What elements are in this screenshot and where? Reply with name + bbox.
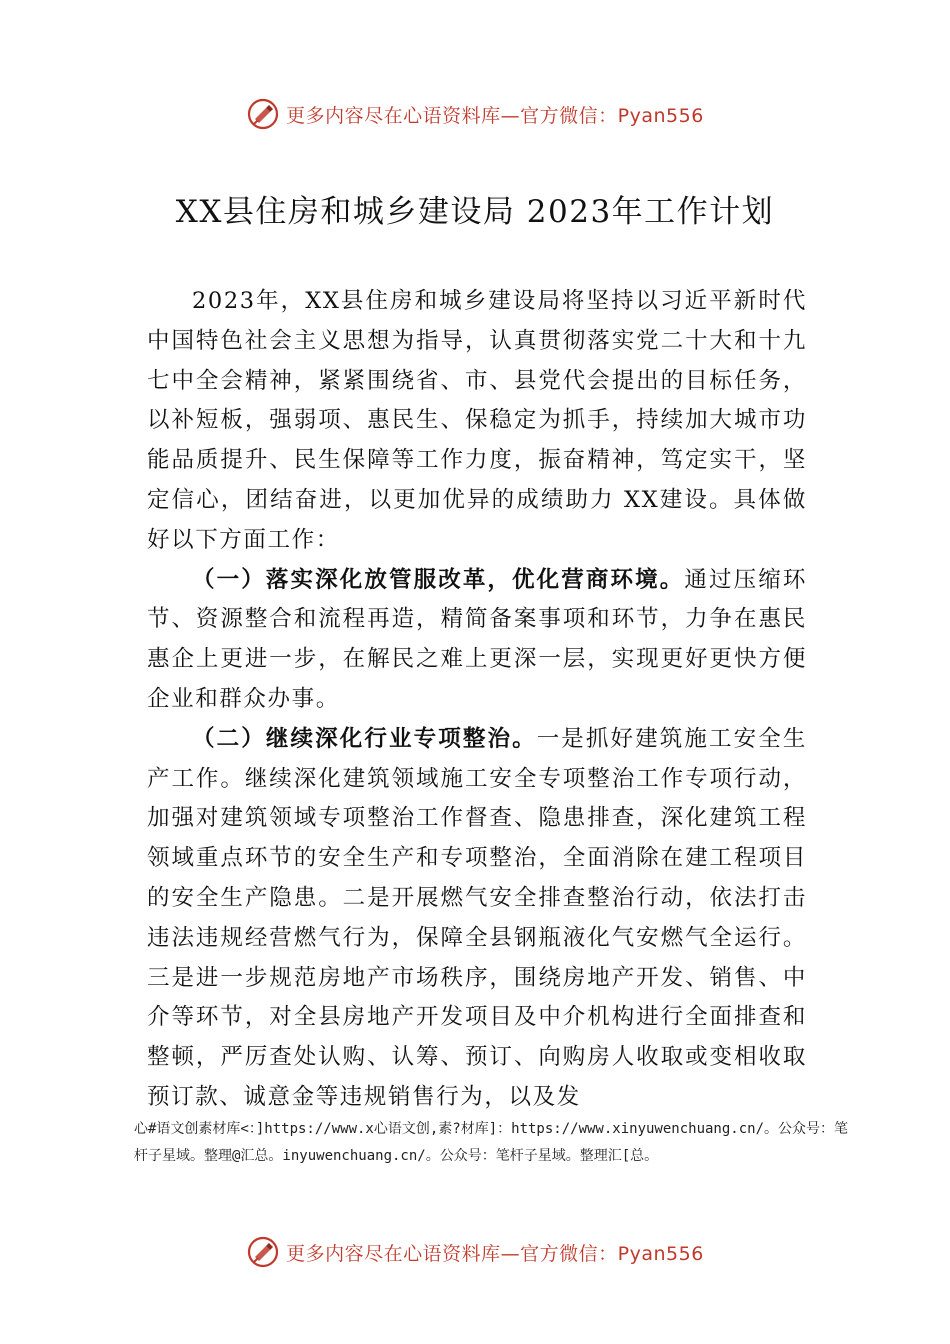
banner-wechat-handle: Pyan556 — [617, 104, 704, 127]
paragraph-lead: （二）继续深化行业专项整治。 — [192, 725, 537, 752]
document-body — [147, 282, 807, 1118]
paragraph-section-1 — [147, 561, 807, 720]
paragraph-intro — [147, 282, 807, 561]
banner-text — [286, 101, 704, 128]
paragraph-lead: （一）落实深化放管服改革，优化营商环境。 — [192, 566, 685, 593]
paragraph-text: 一是抓好建筑施工安全生产工作。继续深化建筑领域施工安全专项整治工作专项行动，加强对建筑领域专项整治工作督查、隐患排查，深化建筑工程领域重点环节的安全生产和专项整治，全面消除在建工程项目的安全生产隐患。二是开展燃气安全排查整治行动，依法打击违法违规经营燃气行为，保障全县钢瓶液化气安燃气全运行。三是进一步规范房地产市场秩序，围绕房地产开发、销售、中介等环节，对全县房地产开发项目及中介机构进行全面排查和整顿，严厉查处认购、认筹、预订、向购房人收取或变相收取预订款、诚意金等违规销售行为，以及发 — [147, 725, 807, 1110]
stamp-logo-icon — [246, 1235, 280, 1269]
bottom-banner — [0, 1232, 950, 1272]
paragraph-text: 通过压缩环节、资源整合和流程再造，精简备案事项和环节，力争在惠民惠企上更进一步，在解民之难上更深一层，实现更好更快方便企业和群众办事。 — [147, 566, 807, 712]
watermark-text: 心#语文创素材库<：]https://www.x心语文创,素?材库]：https://www.xinyuwenchuang.cn/。公众号：笔杆子星域。整理@汇总。inyuwenchuang.cn/。公众号：笔杆子星域。整理汇[总。 — [134, 1121, 849, 1164]
banner-wechat-handle: Pyan556 — [617, 1242, 704, 1265]
paragraph-section-2 — [147, 720, 807, 1118]
stamp-logo-icon — [246, 97, 280, 131]
top-banner — [0, 94, 950, 134]
paragraph-text: 2023年，XX县住房和城乡建设局将坚持以习近平新时代中国特色社会主义思想为指导，认真贯彻落实党二十大和十九七中全会精神，紧紧围绕省、市、县党代会提出的目标任务，以补短板，强弱项、惠民生、保稳定为抓手，持续加大城市功能品质提升、民生保障等工作力度，振奋精神，笃定实干，坚定信心，团结奋进，以更加优异的成绩助力 XX建设。具体做好以下方面工作： — [147, 288, 807, 553]
banner-label: 更多内容尽在心语资料库—官方微信： — [286, 104, 618, 127]
banner-text — [286, 1239, 704, 1266]
banner-label: 更多内容尽在心语资料库—官方微信： — [286, 1242, 618, 1265]
document-title: XX县住房和城乡建设局 2023年工作计划 — [175, 194, 775, 230]
